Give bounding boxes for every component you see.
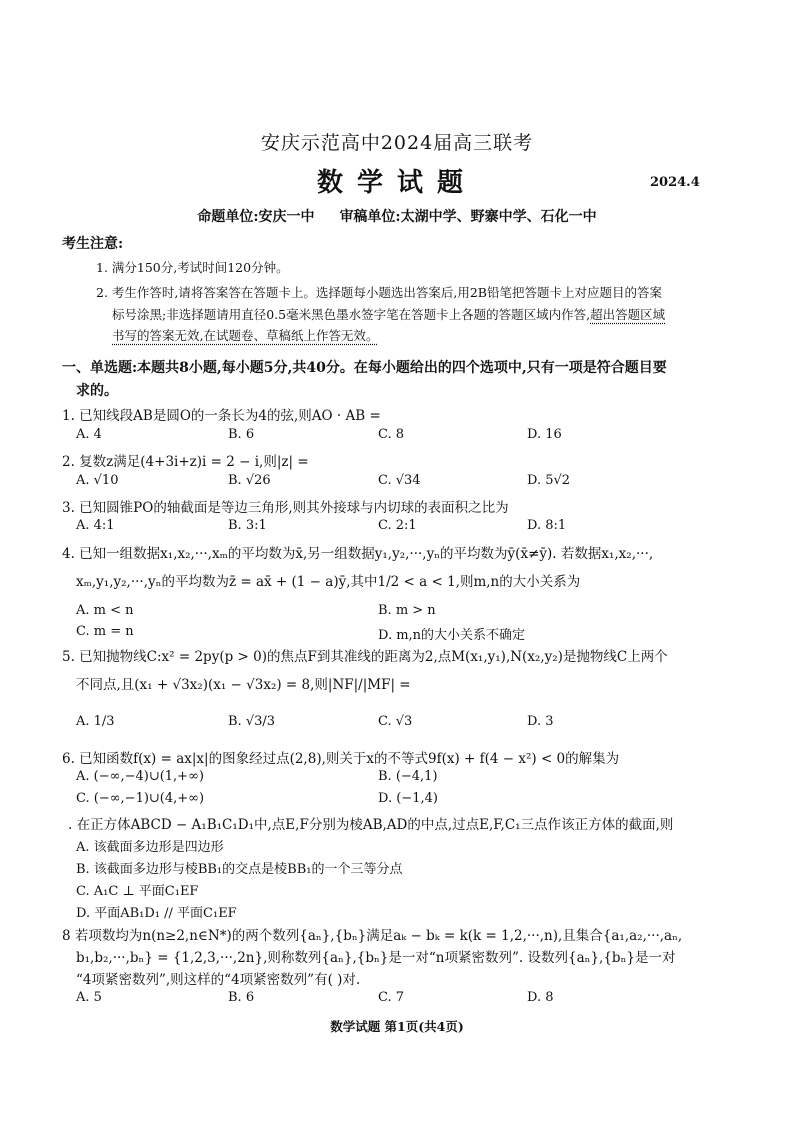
q7-option-d: D. 平面AB₁D₁ // 平面C₁EF [76, 906, 237, 921]
notice-item-2-line-2a: 标号涂黑;非选择题请用直径0.5毫米黑色墨水签字笔在答题卡上各题的答题区域内作答, [112, 307, 591, 322]
q6-option-c: C. (−∞,−1)∪(4,+∞) [76, 791, 205, 806]
q6-option-d: D. (−1,4) [378, 791, 438, 806]
section-1-heading: 一、单选题:本题共8小题,每小题5分,共40分。在每小题给出的四个选项中,只有一项是符合题目要 [62, 360, 667, 376]
q5-option-a: A. 1/3 [76, 714, 115, 729]
q8-stem-line-1: 8 若项数均为n(n≥2,n∈N*)的两个数列{aₙ},{bₙ}满足aₖ − bₖ = k(k = 1,2,···,n),且集合{a₁,a₂,···,aₙ, [62, 928, 683, 944]
q6-stem: 6. 已知函数f(x) = ax|x|的图象经过点(2,8),则关于x的不等式9f(x) + f(4 − x²) < 0的解集为 [62, 751, 620, 767]
q1-option-d: D. 16 [527, 427, 562, 442]
q4-option-c: C. m = n [76, 624, 134, 639]
exam-title: 数学试题 [316, 168, 477, 198]
q1-stem: 1. 已知线段AB是圆O的一条长为4的弦,则AO · AB = [62, 408, 381, 424]
q4-option-a: A. m < n [76, 603, 134, 618]
q3-stem: 3. 已知圆锥PO的轴截面是等边三角形,则其外接球与内切球的表面积之比为 [62, 500, 509, 516]
q7-option-b: B. 该截面多边形与棱BB₁的交点是棱BB₁的一个三等分点 [76, 862, 403, 877]
q2-option-d: D. 5√2 [527, 473, 571, 488]
q8-stem-line-2: b₁,b₂,···,bₙ} = {1,2,3,···,2n},则称数列{aₙ},{bₙ}是一对“n项紧密数列”. 设数列{aₙ},{bₙ}是一对 [76, 950, 676, 966]
unit-setter: 命题单位:安庆一中 [197, 209, 315, 225]
units-line [0, 206, 794, 226]
q8-option-d: D. 8 [527, 990, 554, 1005]
q1-option-a: A. 4 [76, 427, 102, 442]
q7-option-c: C. A₁C ⊥ 平面C₁EF [76, 884, 199, 899]
q3-option-a: A. 4:1 [76, 518, 115, 533]
q7-stem: . 在正方体ABCD − A₁B₁C₁D₁中,点E,F分别为棱AB,AD的中点,过点E,F,C₁三点作该正方体的截面,则 [68, 817, 674, 833]
page-footer: 数学试题 第1页(共4页) [330, 1019, 464, 1034]
notice-item-2-line-3: 书写的答案无效,在试题卷、草稿纸上作答无效。 [112, 328, 379, 343]
notice-item-2-line-2 [112, 305, 665, 323]
q4-stem-line-2: xₘ,y₁,y₂,···,yₙ的平均数为z̄ = ax̄ + (1 − a)ȳ,其中1/2 < a < 1,则m,n的大小关系为 [76, 574, 581, 590]
q1-option-c: C. 8 [378, 427, 405, 442]
q5-option-c: C. √3 [378, 714, 413, 729]
q8-stem-line-3: “4项紧密数列”,则这样的“4项紧密数列”有( )对. [76, 972, 361, 988]
q2-stem: 2. 复数z满足(4+3i+z)i = 2 − i,则|z| = [62, 454, 309, 470]
q4-option-d: D. m,n的大小关系不确定 [378, 628, 526, 643]
q2-option-c: C. √34 [378, 473, 421, 488]
q5-stem-line-1: 5. 已知抛物线C:x² = 2py(p > 0)的焦点F到其准线的距离为2,点M(x₁,y₁),N(x₂,y₂)是抛物线C上两个 [62, 649, 668, 665]
notice-item-2-emphasis: 超出答题区域 [590, 307, 666, 322]
q3-option-c: C. 2:1 [378, 518, 417, 533]
notice-item-2-line-1: 2. 考生作答时,请将答案答在答题卡上。选择题每小题选出答案后,用2B铅笔把答题卡上对应题目的答案 [96, 285, 662, 300]
q1-option-b: B. 6 [228, 427, 255, 442]
q4-stem-line-1: 4. 已知一组数据x₁,x₂,···,xₘ的平均数为x̄,另一组数据y₁,y₂,···,yₙ的平均数为ȳ(x̄≠ȳ). 若数据x₁,x₂,···, [62, 546, 654, 562]
notice-heading: 考生注意: [62, 236, 124, 252]
q8-option-c: C. 7 [378, 990, 405, 1005]
q5-option-d: D. 3 [527, 714, 554, 729]
q5-stem-line-2: 不同点,且(x₁ + √3x₂)(x₁ − √3x₂) = 8,则|NF|/|MF| = [76, 677, 411, 693]
q2-option-b: B. √26 [228, 473, 271, 488]
notice-item-1: 1. 满分150分,考试时间120分钟。 [96, 260, 289, 275]
q6-option-a: A. (−∞,−4)∪(1,+∞) [76, 769, 204, 784]
q7-option-a: A. 该截面多边形是四边形 [76, 840, 224, 855]
q8-option-a: A. 5 [76, 990, 102, 1005]
q3-option-b: B. 3:1 [228, 518, 267, 533]
q6-option-b: B. (−4,1) [378, 769, 438, 784]
q2-option-a: A. √10 [76, 473, 119, 488]
unit-reviewer: 审稿单位:太湖中学、野寨中学、石化一中 [339, 209, 597, 225]
section-1-heading-cont: 求的。 [76, 383, 118, 399]
q3-option-d: D. 8:1 [527, 518, 567, 533]
q4-option-b: B. m > n [378, 603, 436, 618]
school-title: 安庆示范高中2024届高三联考 [260, 132, 534, 154]
q8-option-b: B. 6 [228, 990, 255, 1005]
exam-date: 2024.4 [650, 175, 700, 190]
q5-option-b: B. √3/3 [228, 714, 276, 729]
